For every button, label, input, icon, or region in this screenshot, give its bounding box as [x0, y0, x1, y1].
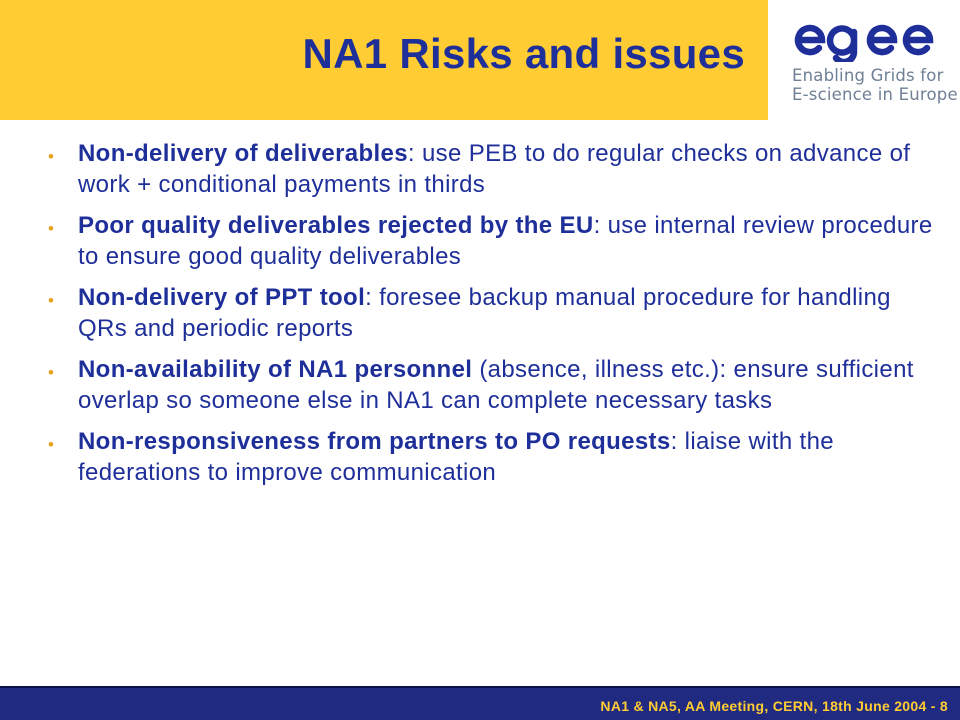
footer-divider [0, 686, 960, 688]
bullet-dot-icon: • [48, 435, 55, 454]
footer-bar [0, 686, 960, 720]
bullet-dot-icon: • [48, 219, 55, 238]
bullet-dot-icon: • [48, 363, 55, 382]
bullet-text: : liaise with the federations to improve communication [78, 428, 834, 486]
list-item [0, 138, 940, 200]
bullet-heading: Poor quality deliverables rejected by the EU [78, 212, 594, 239]
list-item [0, 354, 940, 416]
egee-wordmark-icon [792, 18, 942, 62]
bullet-heading: Non-availability of NA1 personnel [78, 356, 473, 383]
list-item [0, 210, 940, 272]
footer-text: NA1 & NA5, AA Meeting, CERN, 18th June 2004 - 8 [600, 698, 948, 714]
bullet-list [0, 138, 940, 498]
bullet-text: : use PEB to do regular checks on advance of work + conditional payments in thirds [78, 140, 911, 198]
list-item [0, 282, 940, 344]
list-item [0, 426, 940, 488]
bullet-text: : foresee backup manual procedure for handling QRs and periodic reports [78, 284, 891, 342]
logo-tagline [792, 66, 958, 104]
bullet-text: (absence, illness etc.): ensure sufficient overlap so someone else in NA1 can complete necessary tasks [78, 356, 914, 414]
bullet-heading: Non-delivery of deliverables [78, 140, 408, 167]
egee-logo [768, 0, 960, 120]
bullet-dot-icon: • [48, 291, 55, 310]
bullet-heading: Non-responsiveness from partners to PO requests [78, 428, 671, 455]
slide-title: NA1 Risks and issues [302, 30, 745, 77]
logo-tagline-line1: Enabling Grids for [792, 66, 944, 85]
bullet-heading: Non-delivery of PPT tool [78, 284, 366, 311]
logo-tagline-line2: E-science in Europe [792, 85, 958, 104]
bullet-text: : use internal review procedure to ensure good quality deliverables [78, 212, 933, 270]
bullet-dot-icon: • [48, 147, 55, 166]
